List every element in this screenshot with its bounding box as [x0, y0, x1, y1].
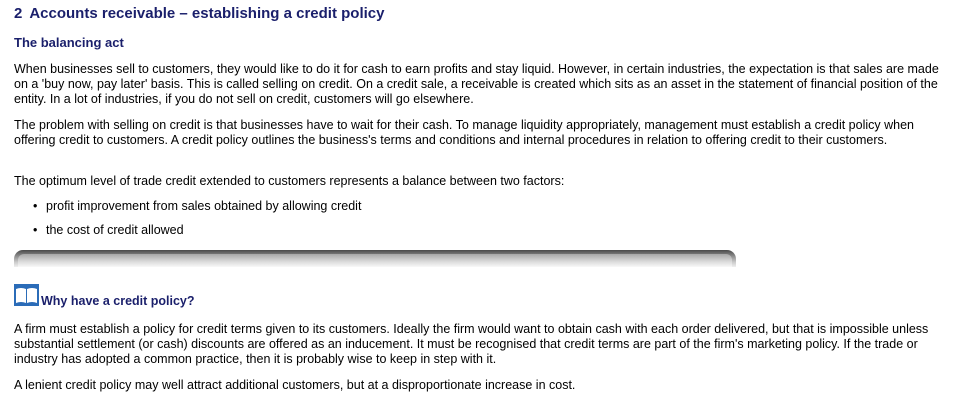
paragraph-credit-policy: The problem with selling on credit is that businesses have to wait for their cash. To manage liquidity appropriately, management must establish a credit policy when offering credit to customers. A credit policy outlines the business's terms and conditions and internal procedures in relation to offering credit to their customers.: [14, 118, 914, 147]
section-divider: [14, 250, 736, 267]
book-icon: [14, 284, 39, 306]
bullet-icon: •: [33, 199, 38, 213]
section-title-text: Accounts receivable – establishing a credit policy: [29, 5, 385, 22]
list-item: [14, 223, 361, 238]
subheading-balancing-act: The balancing act: [14, 35, 124, 50]
why-heading: Why have a credit policy?: [41, 294, 195, 308]
paragraph-selling-on-credit: When businesses sell to customers, they would like to do it for cash to earn profits and stay liquid. However, in certain industries, the expectation is that sales are made on a 'buy now, pay later' basis. This is called selling on credit. On a credit sale, a receivable is created which sits as an asset in the statement of financial position of the entity. In a lot of industries, if you do not sell on credit, customers will go elsewhere.: [14, 62, 939, 106]
bullet-icon: •: [33, 223, 38, 237]
paragraph-optimum-level: The optimum level of trade credit extended to customers represents a balance between two factors:: [14, 174, 565, 188]
list-item: [14, 199, 361, 214]
list-item-text: profit improvement from sales obtained by allowing credit: [46, 199, 362, 213]
paragraph-credit-terms: A firm must establish a policy for credit terms given to its customers. Ideally the firm would want to obtain cash with each order delivered, but that is impossible unless substantial settlement (or cash) discounts are offered as an inducement. It must be recognised that credit terms are part of the firm's marketing policy. If the trade or industry has adopted a common practice, then it is probably wise to keep in step with it.: [14, 322, 929, 366]
bullet-list: [14, 199, 361, 247]
paragraph-lenient-policy: A lenient credit policy may well attract additional customers, but at a disproportionate increase in cost.: [14, 378, 576, 392]
list-item-text: the cost of credit allowed: [46, 223, 184, 237]
section-title: [14, 5, 384, 22]
section-number: 2: [14, 5, 23, 22]
